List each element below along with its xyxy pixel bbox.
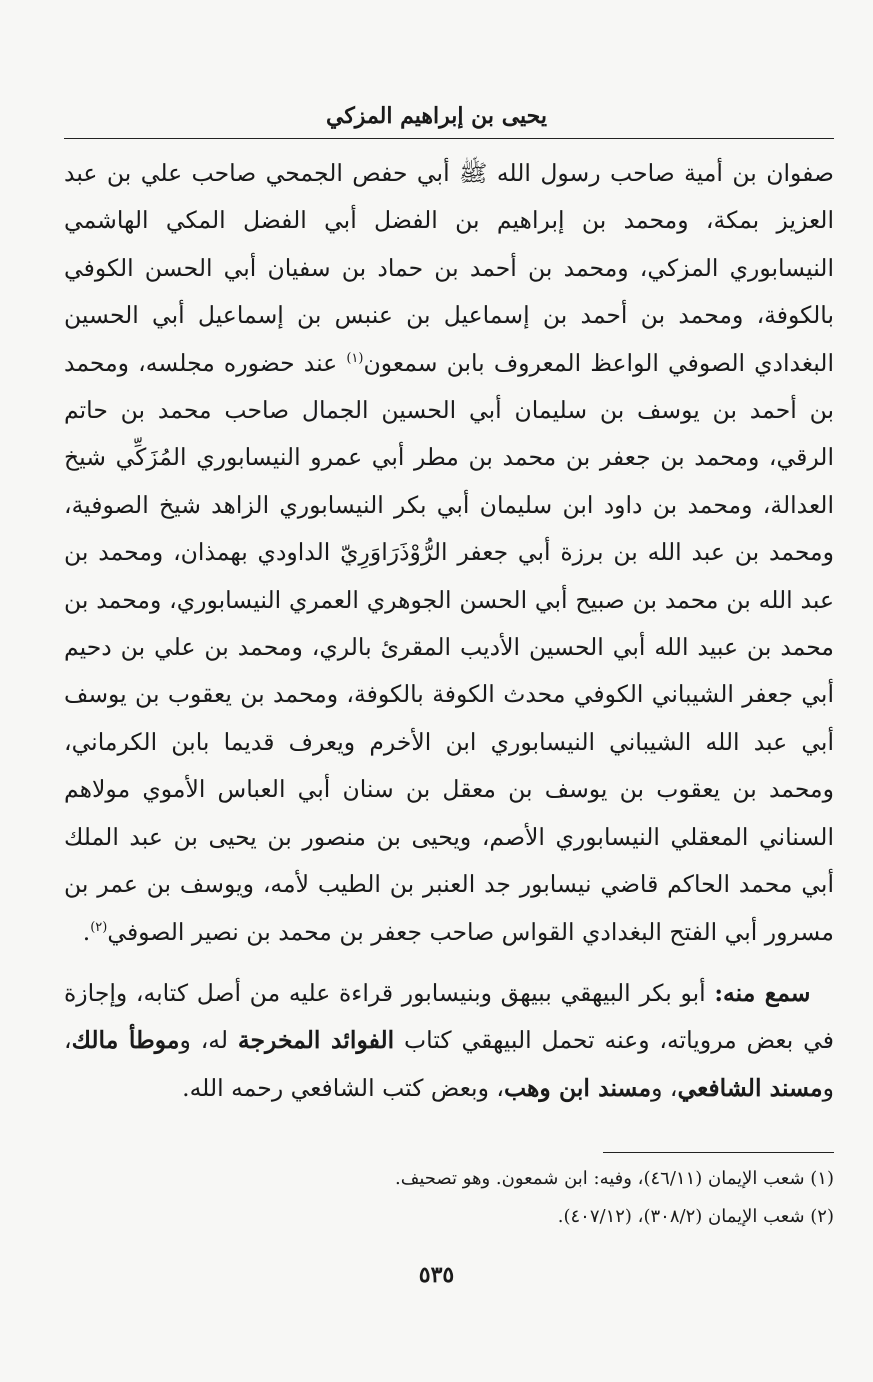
book-title: مسند الشافعي [677,1073,823,1102]
book-title: الفوائد المخرجة [237,1026,395,1055]
heard-from-label: سمع منه: [714,978,811,1007]
footnote-ref-1[interactable]: (١) [346,350,364,366]
main-text [64,150,834,1112]
footnote-ref-2[interactable]: (٢) [90,919,108,935]
book-title: موطأ مالك [71,1026,180,1055]
header-divider [64,138,834,139]
footnote-divider [603,1152,834,1153]
page-number: ٥٣٥ [418,1262,455,1288]
footnotes [64,1160,834,1236]
paragraph-2: سمع منه: أبو بكر البيهقي ببيهق وبنيسابور قراءة عليه من أصل كتابه، وإجازة في بعض مروياته، وعنه تحمل البيهقي كتاب الفوائد المخرجة له، وموطأ مالك، ومسند الشافعي، ومسند ابن وهب، وبعض كتب الشافعي رحمه الله. [64,978,834,1102]
paragraph-1: صفوان بن أمية صاحب رسول الله ﷺ أبي حفص الجمحي صاحب علي بن عبد العزيز بمكة، ومحمد بن إبراهيم بن الفضل أبي الفضل المكي الهاشمي النيسابوري المزكي، ومحمد بن أحمد بن حماد بن سفيان أبي الحسن الكوفي بالكوفة، ومحمد بن أحمد بن إسماعيل بن عنبس بن إسماعيل أبي الحسين البغدادي الصوفي الواعظ المعروف بابن سمعون$^{(١)}$ عند حضوره مجلسه، ومحمد بن أحمد بن يوسف بن سليمان أبي الحسين الجمال صاحب محمد بن حاتم الرقي، ومحمد بن جعفر بن محمد بن مطر أبي عمرو النيسابوري المُزَكِّي شيخ العدالة، ومحمد بن داود ابن سليمان أبي بكر النيسابوري الزاهد شيخ الصوفية، ومحمد بن عبد الله بن برزة أبي جعفر الرُّوْذَرَاوَرِيّ الداودي بهمذان، ومحمد بن عبد الله بن محمد بن صبيح أبي الحسن الجوهري العمري النيسابوري، ومحمد بن محمد بن عبيد الله أبي الحسين الأديب المقرئ بالري، ومحمد بن علي بن دحيم أبي جعفر الشيباني الكوفي محدث الكوفة بالكوفة، ومحمد بن يعقوب بن يوسف أبي عبد الله الشيباني النيسابوري ابن الأخرم ويعرف قديما بابن الكرماني، ومحمد بن يعقوب بن يوسف بن معقل بن سنان أبي العباس الأموي مولاهم السناني المعقلي النيسابوري الأصم، ويحيى بن منصور بن يحيى بن عبد الملك أبي محمد الحاكم قاضي نيسابور جد العنبر بن الطيب لأمه، ويوسف بن عمر بن مسرور أبي الفتح البغدادي القواس صاحب جعفر بن محمد بن نصير الصوفي$^{(٢)}$. [64,159,834,946]
book-title: مسند ابن وهب [503,1073,652,1102]
running-header: يحيى بن إبراهيم المزكي [326,103,547,129]
footnote-1: (١) شعب الإيمان (٤٦/١١)، وفيه: ابن شمعون. وهو تصحيف. [394,1168,834,1189]
footnote-2: (٢) شعب الإيمان (٣٠٨/٢)، (٤٠٧/١٢). [557,1206,834,1227]
